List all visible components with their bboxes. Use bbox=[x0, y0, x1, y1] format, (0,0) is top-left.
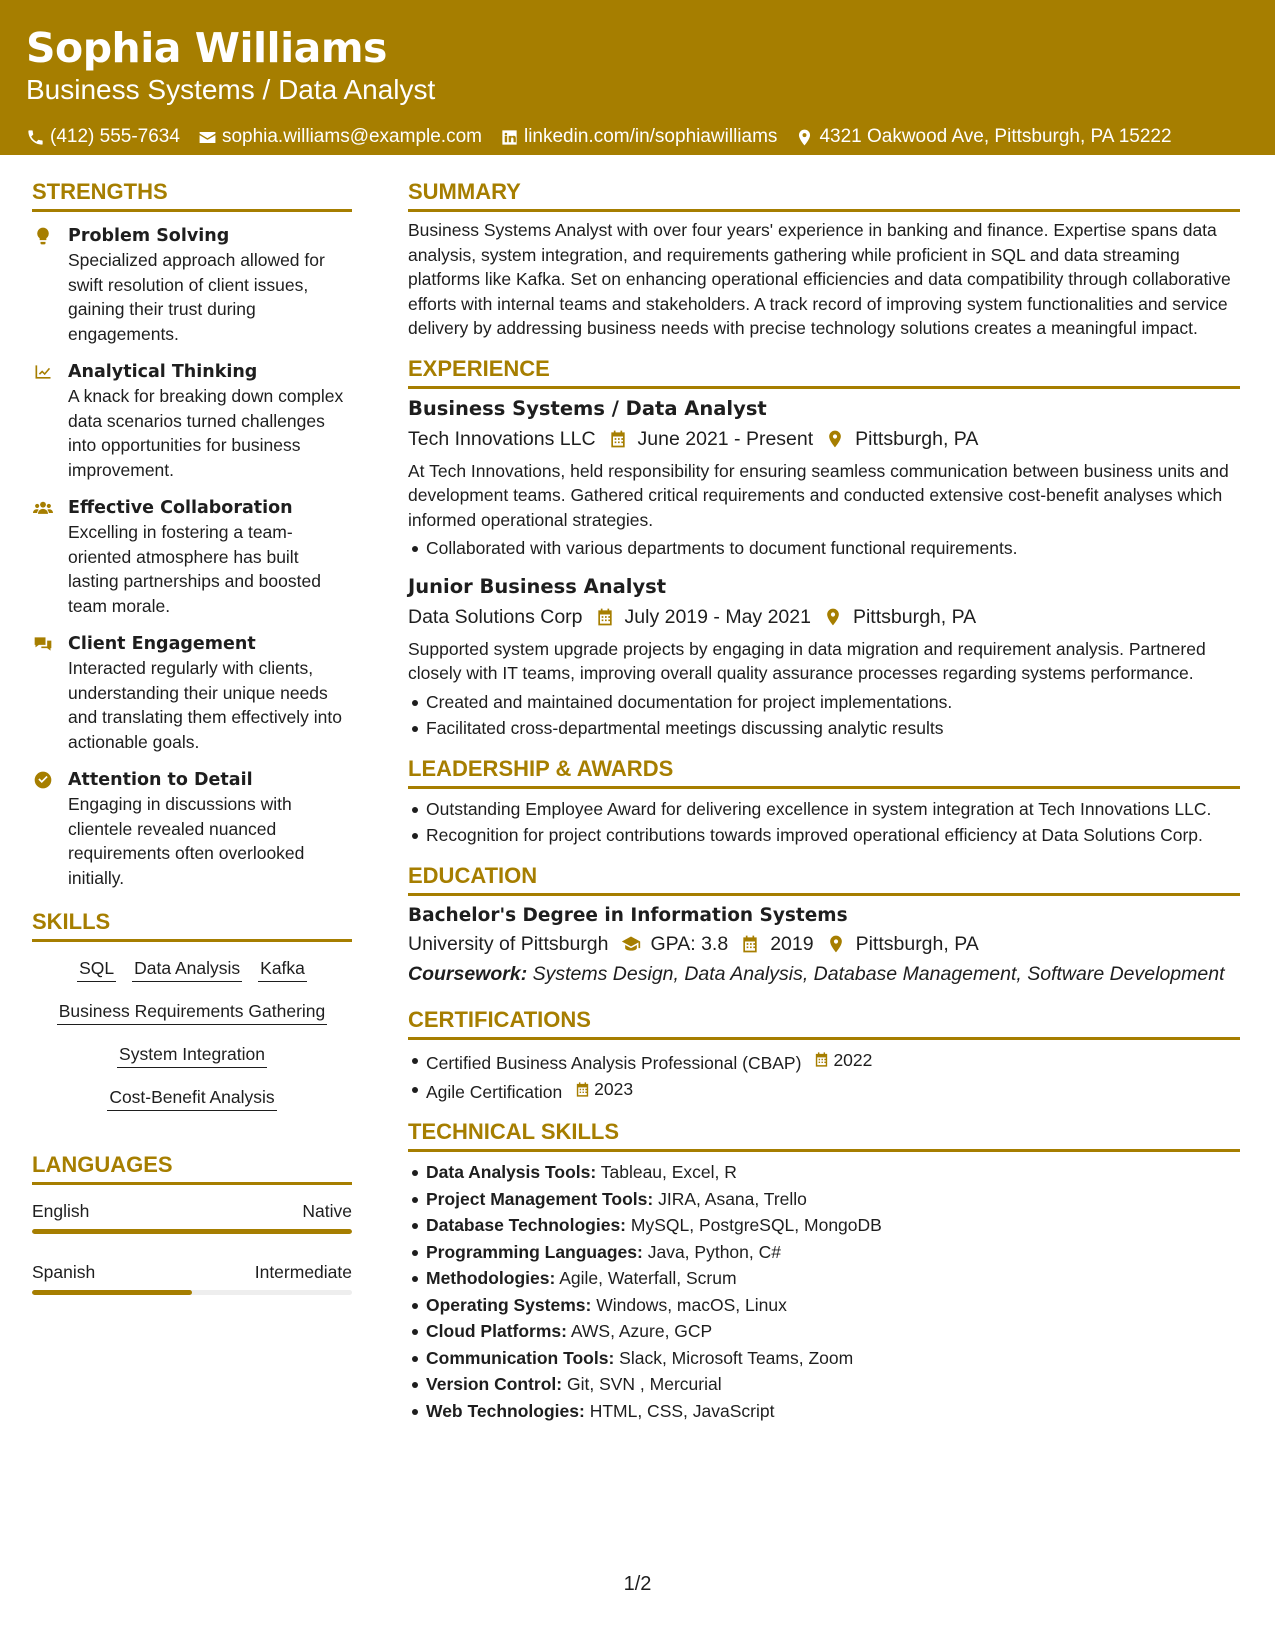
job-bullet: Facilitated cross-departmental meetings discussing analytic results bbox=[408, 716, 1240, 741]
tech-skill-label: Version Control: bbox=[426, 1374, 563, 1394]
tech-skill-item bbox=[408, 1372, 1240, 1397]
tech-skill-label: Project Management Tools: bbox=[426, 1188, 654, 1209]
degree-title: Bachelor's Degree in Information Systems bbox=[408, 904, 848, 926]
check-circle-icon bbox=[32, 770, 54, 790]
certification-name: Agile Certification bbox=[426, 1081, 563, 1102]
language-bar bbox=[32, 1229, 352, 1234]
tech-skill-item bbox=[408, 1240, 1240, 1265]
tech-skill-item bbox=[408, 1160, 1240, 1185]
job-title: Junior Business Analyst bbox=[408, 574, 667, 598]
job-title: Business Systems / Data Analyst bbox=[408, 396, 767, 420]
summary-text: Business Systems Analyst with over four years' experience in banking and finance. Expertise spans data analysis, system integration, and requirements gathering while proficient in SQL and data streaming platforms like Kafka. Set on enhancing operational efficiencies and data compatibility through collaborative efforts with internal teams and stakeholders. A track record of improving system functionalities and service delivery by addressing business needs with precise technology solutions creates a meaningful impact. bbox=[408, 220, 1231, 338]
strength-desc: Excelling in fostering a team-oriented atmosphere has built lasting partnerships and boosted team morale. bbox=[68, 522, 321, 616]
tech-skill-value: JIRA, Asana, Trello bbox=[658, 1188, 807, 1209]
job-description: At Tech Innovations, held responsibility for ensuring seamless communication between business units and development teams. Gathered critical requirements and conducted extensive cost-benefit analyses which informed operational strategies. bbox=[408, 460, 1229, 530]
award-item: Outstanding Employee Award for delivering excellence in system integration at Tech Innovations LLC. bbox=[408, 797, 1240, 822]
tech-skill-label: Operating Systems: bbox=[426, 1294, 592, 1315]
tech-skill-label: Programming Languages: bbox=[426, 1241, 643, 1262]
job-bullet: Created and maintained documentation for project implementations. bbox=[408, 690, 1240, 715]
job-entry bbox=[408, 395, 1240, 561]
contact-email[interactable] bbox=[198, 126, 482, 148]
contact-bar bbox=[26, 126, 1249, 148]
job-entry bbox=[408, 573, 1240, 741]
certification-item bbox=[408, 1077, 1240, 1104]
tech-skill-value: Java, Python, C# bbox=[647, 1241, 781, 1262]
languages-list bbox=[32, 1199, 352, 1295]
language-name: English bbox=[32, 1201, 90, 1221]
job-bullets bbox=[408, 690, 1240, 741]
strength-title: Problem Solving bbox=[68, 226, 230, 246]
tech-skill-label: Cloud Platforms: bbox=[426, 1321, 567, 1341]
tech-skill-item bbox=[408, 1293, 1240, 1318]
resume-header bbox=[0, 0, 1275, 155]
certification-year: 2022 bbox=[833, 1049, 873, 1070]
skills-title: SKILLS bbox=[32, 908, 352, 942]
strength-item bbox=[32, 768, 352, 890]
address-text: 4321 Oakwood Ave, Pittsburgh, PA 15222 bbox=[819, 126, 1172, 147]
skill-tag: System Integration bbox=[117, 1042, 267, 1068]
language-item bbox=[32, 1199, 352, 1234]
strength-title: Analytical Thinking bbox=[68, 362, 258, 382]
tech-skill-value: AWS, Azure, GCP bbox=[570, 1321, 713, 1341]
contact-address bbox=[795, 126, 1171, 148]
comments-icon bbox=[32, 634, 54, 654]
experience-title: EXPERIENCE bbox=[408, 355, 1240, 389]
technical-skills-title: TECHNICAL SKILLS bbox=[408, 1118, 1240, 1152]
strength-item bbox=[32, 360, 352, 482]
job-meta bbox=[408, 603, 1240, 631]
strength-item bbox=[32, 496, 352, 618]
certifications-list bbox=[408, 1048, 1240, 1105]
job-company: Tech Innovations LLC bbox=[408, 427, 596, 450]
contact-phone[interactable] bbox=[26, 126, 180, 148]
strength-desc: A knack for breaking down complex data scenarios turned challenges into opportunities for business improvement. bbox=[68, 386, 344, 480]
strength-desc: Specialized approach allowed for swift resolution of client issues, gaining their trust during engagements. bbox=[68, 250, 325, 344]
tech-skill-value: Agile, Waterfall, Scrum bbox=[559, 1268, 737, 1288]
right-column bbox=[408, 178, 1240, 1425]
strength-title: Attention to Detail bbox=[68, 770, 253, 790]
tech-skill-item bbox=[408, 1187, 1240, 1212]
strength-title: Effective Collaboration bbox=[68, 498, 293, 518]
chart-line-icon bbox=[32, 362, 54, 382]
coursework-text: Systems Design, Data Analysis, Database Management, Software Development bbox=[532, 962, 1225, 985]
tech-skill-value: MySQL, PostgreSQL, MongoDB bbox=[630, 1215, 882, 1235]
job-dates: July 2019 - May 2021 bbox=[624, 605, 811, 628]
strength-item bbox=[32, 224, 352, 346]
job-bullet: Collaborated with various departments to document functional requirements. bbox=[408, 536, 1240, 561]
envelope-icon bbox=[198, 128, 217, 147]
certification-name: Certified Business Analysis Professional (CBAP) bbox=[426, 1052, 802, 1073]
education-location: Pittsburgh, PA bbox=[855, 932, 979, 955]
skill-tag: Kafka bbox=[258, 956, 307, 982]
calendar-icon bbox=[574, 1081, 591, 1098]
school-name: University of Pittsburgh bbox=[408, 932, 609, 955]
job-location: Pittsburgh, PA bbox=[852, 605, 977, 628]
linkedin-text: linkedin.com/in/sophiawilliams bbox=[523, 126, 778, 147]
language-bar bbox=[32, 1290, 352, 1295]
strength-title: Client Engagement bbox=[68, 634, 256, 654]
language-level: Native bbox=[302, 1201, 352, 1221]
tech-skill-item bbox=[408, 1319, 1240, 1344]
strength-item bbox=[32, 632, 352, 754]
tech-skill-value: Windows, macOS, Linux bbox=[596, 1294, 787, 1315]
strength-desc: Interacted regularly with clients, understanding their unique needs and translating them effectively into actionable goals. bbox=[68, 658, 343, 752]
leadership-list bbox=[408, 797, 1240, 848]
certification-year: 2023 bbox=[594, 1078, 634, 1099]
coursework bbox=[408, 962, 1240, 986]
skill-tag: Cost-Benefit Analysis bbox=[107, 1085, 276, 1111]
education-entry bbox=[408, 902, 1240, 986]
skill-tag: SQL bbox=[77, 956, 116, 982]
graduation-year: 2019 bbox=[770, 932, 814, 955]
coursework-label: Coursework: bbox=[408, 962, 528, 985]
users-icon bbox=[32, 498, 54, 518]
award-item: Recognition for project contributions towards improved operational efficiency at Data Solutions Corp. bbox=[408, 823, 1240, 848]
language-item bbox=[32, 1260, 352, 1295]
calendar-icon bbox=[608, 429, 628, 449]
skills-list bbox=[32, 956, 352, 1111]
education-meta bbox=[408, 930, 1240, 958]
phone-text: (412) 555-7634 bbox=[50, 126, 180, 147]
tech-skill-value: Git, SVN , Mercurial bbox=[567, 1374, 722, 1394]
tech-skill-value: Slack, Microsoft Teams, Zoom bbox=[619, 1347, 854, 1368]
job-company: Data Solutions Corp bbox=[408, 605, 583, 628]
tech-skill-label: Methodologies: bbox=[426, 1268, 556, 1288]
left-column bbox=[32, 178, 352, 1321]
tech-skill-item bbox=[408, 1266, 1240, 1291]
job-location: Pittsburgh, PA bbox=[855, 427, 979, 450]
certifications-title: CERTIFICATIONS bbox=[408, 1006, 1240, 1040]
language-name: Spanish bbox=[32, 1262, 96, 1282]
calendar-icon bbox=[740, 934, 760, 954]
calendar-icon bbox=[813, 1051, 830, 1068]
languages-title: LANGUAGES bbox=[32, 1151, 352, 1185]
lightbulb-icon bbox=[32, 226, 54, 246]
gpa: GPA: 3.8 bbox=[650, 932, 729, 955]
candidate-name: Sophia Williams bbox=[26, 24, 387, 72]
tech-skill-value: HTML, CSS, JavaScript bbox=[589, 1400, 775, 1421]
candidate-role: Business Systems / Data Analyst bbox=[26, 74, 436, 105]
tech-skill-item bbox=[408, 1213, 1240, 1238]
tech-skill-item bbox=[408, 1346, 1240, 1371]
skill-tag: Data Analysis bbox=[132, 956, 242, 982]
map-pin-icon bbox=[795, 128, 814, 147]
language-bar-fill bbox=[32, 1229, 352, 1234]
strength-desc: Engaging in discussions with clientele revealed nuanced requirements often overlooked initially. bbox=[68, 794, 305, 888]
contact-linkedin[interactable] bbox=[500, 126, 777, 148]
certification-item bbox=[408, 1048, 1240, 1075]
leadership-title: LEADERSHIP & AWARDS bbox=[408, 755, 1240, 789]
language-bar-fill bbox=[32, 1290, 192, 1295]
graduation-cap-icon bbox=[621, 934, 641, 954]
job-dates: June 2021 - Present bbox=[637, 427, 814, 450]
language-level: Intermediate bbox=[254, 1262, 352, 1282]
map-pin-icon bbox=[823, 607, 843, 627]
strengths-list bbox=[32, 224, 352, 890]
map-pin-icon bbox=[825, 429, 845, 449]
technical-skills-list bbox=[408, 1160, 1240, 1423]
tech-skill-value: Tableau, Excel, R bbox=[600, 1162, 737, 1182]
page-number: 1/2 bbox=[623, 1573, 652, 1595]
email-text: sophia.williams@example.com bbox=[221, 126, 482, 147]
tech-skill-label: Web Technologies: bbox=[426, 1400, 585, 1421]
strengths-title: STRENGTHS bbox=[32, 178, 352, 212]
job-bullets bbox=[408, 536, 1240, 561]
calendar-icon bbox=[595, 607, 615, 627]
summary-title: SUMMARY bbox=[408, 178, 1240, 212]
job-description: Supported system upgrade projects by engaging in data migration and requirement analysis. Partnered closely with IT teams, improving overall quality assurance processes regarding systems performance. bbox=[408, 638, 1206, 683]
education-title: EDUCATION bbox=[408, 862, 1240, 896]
tech-skill-label: Database Technologies: bbox=[426, 1215, 627, 1235]
linkedin-icon bbox=[500, 128, 519, 147]
skill-tag: Business Requirements Gathering bbox=[57, 999, 328, 1025]
tech-skill-label: Data Analysis Tools: bbox=[426, 1162, 597, 1182]
tech-skill-item bbox=[408, 1399, 1240, 1424]
map-pin-icon bbox=[826, 934, 846, 954]
tech-skill-label: Communication Tools: bbox=[426, 1347, 615, 1368]
phone-icon bbox=[26, 128, 45, 147]
job-meta bbox=[408, 425, 1240, 453]
